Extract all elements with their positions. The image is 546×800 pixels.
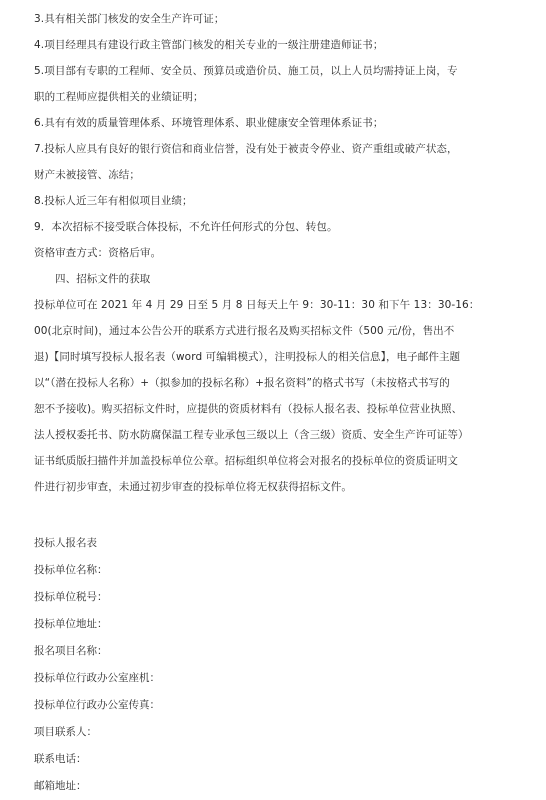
section-body-line: 法人授权委托书、防水防腐保温工程专业承包三级以上（含三级）资质、安全生产许可证等） (34, 429, 469, 441)
form-field-office-phone: 投标单位行政办公室座机： (34, 672, 160, 684)
form-field-contact-person: 项目联系人： (34, 726, 97, 738)
section-body-line: 以“（潜在投标人名称）+（拟参加的投标名称）+报名资料”的格式书写（未按格式书写的 (34, 377, 450, 389)
section-body-line: 投标单位可在 2021 年 4 月 29 日至 5 月 8 日每天上午 9：30-11：30 和下午 13：30-16： (34, 299, 480, 311)
form-field-address: 投标单位地址： (34, 618, 108, 630)
requirement-item-5 (34, 58, 520, 110)
form-field-office-fax: 投标单位行政办公室传真： (34, 699, 160, 711)
form-field-tax-id: 投标单位税号： (34, 591, 108, 603)
requirement-item-8: 8.投标人近三年有相似项目业绩； (34, 195, 193, 207)
form-field-project-name: 报名项目名称： (34, 645, 108, 657)
form-field-company-name: 投标单位名称： (34, 564, 108, 576)
requirement-item-7-line-2: 财产未被接管、冻结； (34, 169, 140, 181)
form-field-phone: 联系电话： (34, 753, 87, 765)
registration-form (34, 530, 520, 800)
requirement-item-7 (34, 136, 520, 188)
requirement-item-6: 6.具有有效的质量管理体系、环境管理体系、职业健康安全管理体系证书； (34, 117, 384, 129)
requirement-item-4: 4.项目经理具有建设行政主管部门核发的相关专业的一级注册建造师证书； (34, 39, 384, 51)
section-body-line: 恕不予接收)。购买招标文件时，应提供的资质材料有（投标人报名表、投标单位营业执照、 (34, 403, 463, 415)
requirement-item-3: 3.具有相关部门核发的安全生产许可证； (34, 13, 225, 25)
spacer (34, 500, 520, 526)
document-body (34, 0, 520, 800)
section-body-line: 证书纸质版扫描件并加盖投标单位公章。招标组织单位将会对报名的投标单位的资质证明文 (34, 455, 458, 467)
requirements-list (34, 6, 520, 266)
requirement-item-9: 9．本次招标不接受联合体投标，不允许任何形式的分包、转包。 (34, 221, 338, 233)
review-method: 资格审查方式：资格后审。 (34, 247, 162, 259)
section-heading: 四、招标文件的获取 (55, 273, 151, 285)
section-body (34, 292, 520, 500)
form-field-email: 邮箱地址： (34, 780, 87, 792)
requirement-item-5-line-1: 5.项目部有专职的工程师、安全员、预算员或造价员、施工员，以上人员均需持证上岗，专 (34, 65, 458, 77)
section-body-line: 退)【同时填写投标人报名表（word 可编辑模式），注明投标人的相关信息】，电子邮件主题 (34, 351, 461, 363)
requirement-item-5-line-2: 职的工程师应提供相关的业绩证明； (34, 91, 204, 103)
registration-form-title: 投标人报名表 (34, 537, 97, 549)
section-body-line: 00(北京时间)，通过本公告公开的联系方式进行报名及购买招标文件（500 元/份，售出不 (34, 325, 455, 337)
requirement-item-7-line-1: 7.投标人应具有良好的银行资信和商业信誉，没有处于被责令停业、资产重组或破产状态， (34, 143, 458, 155)
section-body-line: 件进行初步审查，未通过初步审查的投标单位将无权获得招标文件。 (34, 481, 352, 493)
